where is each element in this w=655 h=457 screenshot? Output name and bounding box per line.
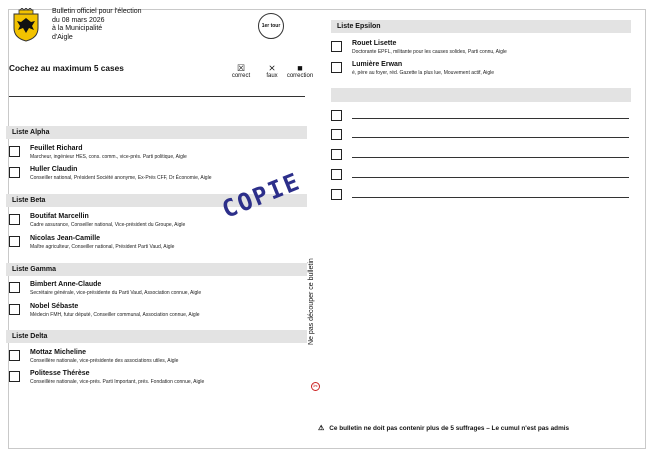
vote-checkbox[interactable] (9, 350, 20, 361)
list-header-delta: Liste Delta (6, 330, 307, 343)
write-in-row[interactable] (331, 109, 631, 123)
candidate-name: Nobel Sébaste (30, 303, 79, 310)
instruction-text: Cochez au maximum 5 cases (9, 63, 124, 73)
legend-faux: ⨯ faux (255, 63, 289, 79)
candidate-name: Boutifat Marcellin (30, 213, 89, 220)
write-in-line[interactable] (352, 197, 629, 198)
candidate-description: Conseillère nationale, vice-présidente des associations utiles, Aigle (30, 358, 179, 364)
candidate-row[interactable] (331, 61, 631, 83)
write-in-line[interactable] (352, 177, 629, 178)
candidate-description: é, père au foyer, réd. Gazette la plus lue, Mouvement actif, Aigle (352, 70, 495, 76)
candidate-row[interactable] (9, 235, 309, 257)
cross-icon: ⨯ (268, 63, 276, 73)
vote-checkbox[interactable] (9, 304, 20, 315)
vote-checkbox[interactable] (331, 129, 342, 140)
candidate-name: Mottaz Micheline (30, 349, 87, 356)
write-in-line[interactable] (352, 157, 629, 158)
filled-box-icon: ■ (297, 63, 303, 73)
vote-checkbox[interactable] (331, 149, 342, 160)
scissors-icon: ✂ (312, 384, 319, 390)
legend-correction: ■ correction (283, 63, 317, 79)
divider (9, 96, 305, 97)
vote-checkbox[interactable] (331, 41, 342, 52)
cut-warning: Ne pas découper ce bulletin (308, 258, 315, 345)
candidate-description: Médecin FMH, futur député, Conseiller communal, Association connue, Aigle (30, 312, 200, 318)
legend-correct: ☒ correct (224, 63, 258, 79)
candidate-name: Feuillet Richard (30, 145, 83, 152)
candidate-description: Doctorante EPFL, militante pour les causes solides, Parti connu, Aigle (352, 49, 507, 55)
vote-checkbox[interactable] (9, 282, 20, 293)
candidate-name: Bimbert Anne-Claude (30, 281, 102, 288)
write-in-line[interactable] (352, 137, 629, 138)
candidate-description: Cadre assurance, Conseiller national, Vice-président du Groupe, Aigle (30, 222, 186, 228)
write-in-row[interactable] (331, 188, 631, 202)
blank-list-header (331, 88, 631, 102)
vote-checkbox[interactable] (9, 146, 20, 157)
candidate-description: Maître agriculteur, Conseiller national, Président Parti Vaud, Aigle (30, 244, 175, 250)
write-in-line[interactable] (352, 118, 629, 119)
coat-of-arms-icon (10, 8, 42, 42)
vote-checkbox[interactable] (331, 62, 342, 73)
list-header-alpha: Liste Alpha (6, 126, 307, 139)
vote-checkbox[interactable] (331, 189, 342, 200)
candidate-name: Rouet Lisette (352, 40, 397, 47)
candidate-name: Huller Claudin (30, 166, 78, 173)
candidate-row[interactable] (9, 349, 309, 371)
vote-checkbox[interactable] (331, 169, 342, 180)
candidate-description: Secrétaire générale, vice-présidente du Parti Vaud, Association connue, Aigle (30, 290, 202, 296)
candidate-row[interactable] (9, 370, 309, 392)
vote-checkbox[interactable] (9, 167, 20, 178)
write-in-row[interactable] (331, 128, 631, 142)
write-in-row[interactable] (331, 168, 631, 182)
candidate-description: Conseillère nationale, vice-prés. Parti Important, prés. Fondation connue, Aigle (30, 379, 205, 385)
suffrage-warning: ⚠ Ce bulletin ne doit pas contenir plus de 5 suffrages – Le cumul n'est pas admis (318, 425, 570, 432)
candidate-row[interactable] (9, 145, 309, 167)
vote-checkbox[interactable] (9, 236, 20, 247)
list-header-beta: Liste Beta (6, 194, 307, 207)
list-header-epsilon: Liste Epsilon (331, 20, 631, 33)
warning-icon: ⚠ (318, 425, 325, 432)
ballot-title: Bulletin officiel pour l'élection du 08 mars 2026 à la Municipalité d'Aigle (52, 8, 142, 41)
tour-badge: 1er tour (258, 13, 284, 39)
list-header-gamma: Liste Gamma (6, 263, 307, 276)
candidate-row[interactable] (9, 303, 309, 325)
vote-checkbox[interactable] (331, 110, 342, 121)
vote-checkbox[interactable] (9, 214, 20, 225)
candidate-row[interactable] (331, 40, 631, 62)
write-in-row[interactable] (331, 148, 631, 162)
candidate-row[interactable] (9, 213, 309, 235)
candidate-row[interactable] (9, 281, 309, 303)
checked-box-icon: ☒ (236, 63, 246, 73)
candidate-name: Nicolas Jean-Camille (30, 235, 101, 242)
copy-stamp: COPIE (218, 167, 305, 224)
candidate-description: Marcheur, ingénieur HES, cons. comm., vice-prés. Parti politique, Aigle (30, 154, 187, 160)
candidate-name: Lumière Erwan (352, 61, 403, 68)
candidate-description: Conseiller national, Président Société anonyme, Ex-Prés CFF, Dr Économie, Aigle (30, 175, 212, 181)
candidate-name: Politesse Thérèse (30, 370, 90, 377)
vote-checkbox[interactable] (9, 371, 20, 382)
